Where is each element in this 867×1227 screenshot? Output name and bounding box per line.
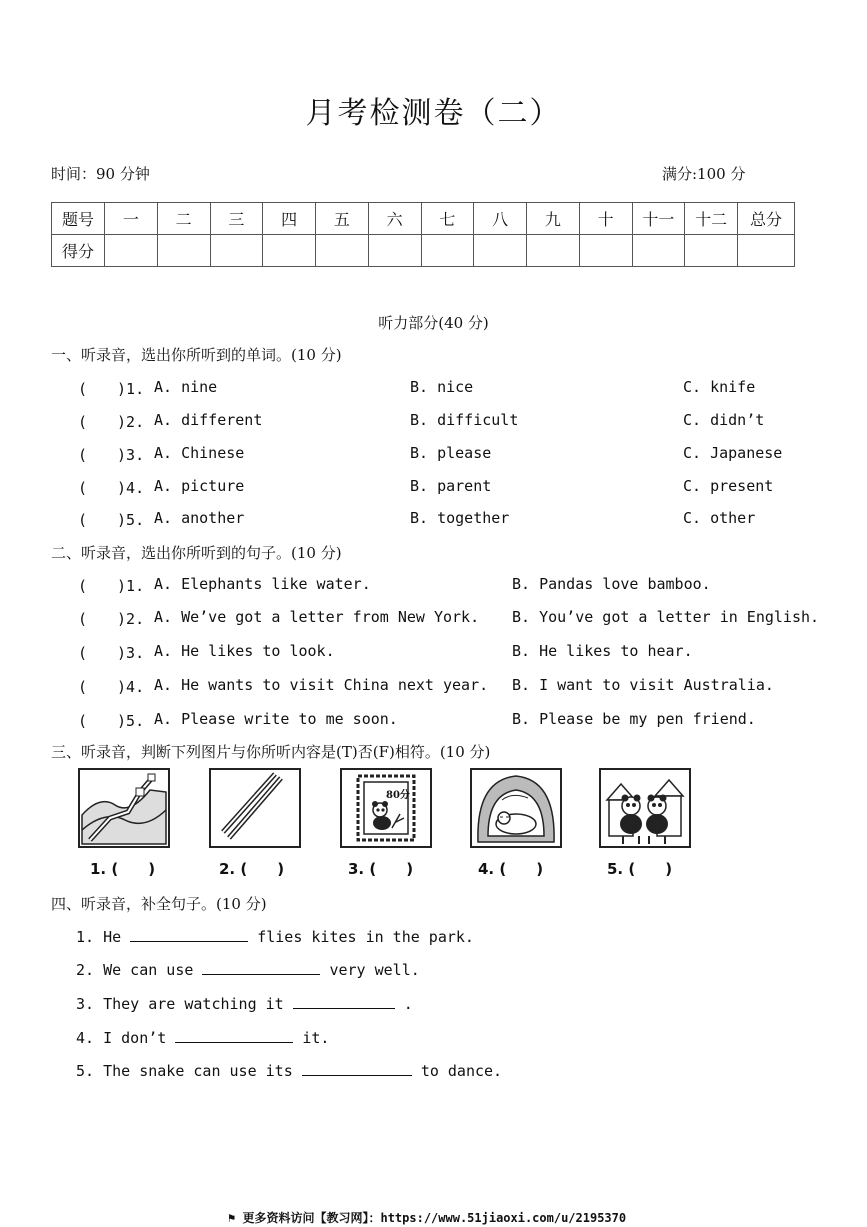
fill-sentence: [76, 927, 474, 946]
part1-item: [0, 509, 867, 533]
option-b[interactable]: B. Please be my pen friend.: [512, 710, 756, 728]
option-c[interactable]: C. knife: [683, 378, 756, 396]
option-b[interactable]: B. difficult: [410, 411, 519, 429]
option-a[interactable]: A. He likes to look.: [154, 642, 335, 660]
great-wall-icon: [78, 768, 170, 848]
picture-label: 1. ( ): [90, 860, 156, 878]
score-table-header-cell: 六: [368, 203, 421, 235]
part1-heading: 一、听录音，选出你所听到的单词。(10 分): [51, 346, 342, 364]
option-b[interactable]: B. I want to visit Australia.: [512, 676, 774, 694]
score-table-header-cell: 一: [105, 203, 158, 235]
full-score: 满分:100 分: [662, 165, 746, 183]
score-table-score-row: [52, 235, 795, 267]
score-table-header-cell: 三: [210, 203, 263, 235]
fill-number: 4.: [76, 1029, 95, 1047]
fill-after: to dance.: [420, 1062, 503, 1080]
score-table-header-cell: 十一: [632, 203, 685, 235]
option-b[interactable]: B. parent: [410, 477, 492, 495]
fill-before: We can use: [103, 961, 194, 979]
item-number: ( )5.: [78, 712, 145, 730]
option-b[interactable]: B. nice: [410, 378, 474, 396]
part3-heading: 三、听录音，判断下列图片与你所听内容是(T)否(F)相符。(10 分): [51, 743, 491, 761]
score-cell[interactable]: [579, 235, 632, 267]
fill-sentence: [76, 994, 413, 1013]
fill-sentence: [76, 1061, 502, 1080]
option-a[interactable]: A. Chinese: [154, 444, 245, 462]
picture-row: [78, 768, 698, 880]
score-cell[interactable]: [474, 235, 527, 267]
option-c[interactable]: C. Japanese: [683, 444, 783, 462]
option-c[interactable]: C. other: [683, 509, 756, 527]
score-cell[interactable]: [316, 235, 369, 267]
score-cell[interactable]: [632, 235, 685, 267]
score-table-header-cell: 十二: [685, 203, 738, 235]
section-title: 听力部分(40 分): [378, 314, 489, 332]
option-a[interactable]: A. another: [154, 509, 245, 527]
fill-before: He: [103, 928, 122, 946]
answer-blank[interactable]: [202, 960, 320, 975]
score-cell[interactable]: [105, 235, 158, 267]
item-number: ( )2.: [78, 413, 145, 431]
score-cell[interactable]: [527, 235, 580, 267]
stamp-price: 80分: [386, 790, 410, 801]
part2-item: [0, 608, 867, 632]
score-table-header-cell: 五: [316, 203, 369, 235]
fill-after: flies kites in the park.: [257, 928, 474, 946]
score-cell[interactable]: [157, 235, 210, 267]
item-number: ( )1.: [78, 577, 145, 595]
fill-number: 3.: [76, 995, 95, 1013]
part2-item: [0, 710, 867, 734]
score-cell[interactable]: [263, 235, 316, 267]
score-cell[interactable]: [210, 235, 263, 267]
picture-label: 4. ( ): [478, 860, 544, 878]
score-table-header-cell: 二: [157, 203, 210, 235]
part1-item: [0, 411, 867, 435]
panda-stamp-icon: [340, 768, 432, 848]
fill-sentence: [76, 1028, 329, 1047]
fill-number: 2.: [76, 961, 95, 979]
score-table-header-row: [52, 203, 795, 235]
answer-blank[interactable]: [130, 927, 248, 942]
part1-item: [0, 477, 867, 501]
item-number: ( )4.: [78, 678, 145, 696]
part2-item: [0, 642, 867, 666]
option-a[interactable]: A. picture: [154, 477, 245, 495]
option-b[interactable]: B. Pandas love bamboo.: [512, 575, 711, 593]
part1-item: [0, 378, 867, 402]
pandas-houses-icon: [599, 768, 691, 848]
chopsticks-icon: [209, 768, 301, 848]
score-table-header-cell: 总分: [738, 203, 795, 235]
page-title: 月考检测卷（二）: [305, 96, 562, 131]
answer-blank[interactable]: [293, 994, 395, 1009]
item-number: ( )3.: [78, 644, 145, 662]
part2-heading: 二、听录音，选出你所听到的句子。(10 分): [51, 544, 342, 562]
picture-label: 5. ( ): [607, 860, 673, 878]
option-a[interactable]: A. He wants to visit China next year.: [154, 676, 489, 694]
option-a[interactable]: A. Please write to me soon.: [154, 710, 398, 728]
fill-after: it.: [302, 1029, 330, 1047]
score-row-label: 得分: [52, 235, 105, 267]
item-number: ( )3.: [78, 446, 145, 464]
fill-number: 5.: [76, 1062, 95, 1080]
score-table-header-cell: 十: [579, 203, 632, 235]
part4-heading: 四、听录音，补全句子。(10 分): [51, 895, 267, 913]
picture-label: 3. ( ): [348, 860, 414, 878]
option-b[interactable]: B. please: [410, 444, 492, 462]
fill-sentence: [76, 960, 420, 979]
item-number: ( )2.: [78, 610, 145, 628]
sleeping-cave-icon: [470, 768, 562, 848]
answer-blank[interactable]: [302, 1061, 412, 1076]
item-number: ( )5.: [78, 511, 145, 529]
option-b[interactable]: B. He likes to hear.: [512, 642, 693, 660]
score-table-header-cell: 题号: [52, 203, 105, 235]
flag-icon: ⚑: [228, 1211, 236, 1225]
score-table-header-cell: 八: [474, 203, 527, 235]
score-cell[interactable]: [368, 235, 421, 267]
fill-after: very well.: [329, 961, 420, 979]
option-c[interactable]: C. present: [683, 477, 774, 495]
part2-item: [0, 676, 867, 700]
footer-link[interactable]: 更多资料访问【教习网】：https://www.51jiaoxi.com/u/2195370: [242, 1211, 627, 1225]
fill-before: I don’t: [103, 1029, 167, 1047]
part1-item: [0, 444, 867, 468]
exam-time: 时间：90 分钟: [51, 165, 150, 183]
part2-item: [0, 575, 867, 599]
score-table-header-cell: 七: [421, 203, 474, 235]
fill-before: The snake can use its: [103, 1062, 293, 1080]
option-a[interactable]: A. nine: [154, 378, 218, 396]
item-number: ( )4.: [78, 479, 145, 497]
option-a[interactable]: A. We’ve got a letter from New York.: [154, 608, 480, 626]
score-table: [51, 202, 795, 267]
score-table-header-cell: 九: [527, 203, 580, 235]
fill-number: 1.: [76, 928, 95, 946]
score-cell[interactable]: [738, 235, 795, 267]
answer-blank[interactable]: [175, 1028, 293, 1043]
footer[interactable]: [228, 1209, 626, 1226]
score-table-header-cell: 四: [263, 203, 316, 235]
option-a[interactable]: A. different: [154, 411, 263, 429]
option-b[interactable]: B. You’ve got a letter in English.: [512, 608, 820, 626]
score-cell[interactable]: [421, 235, 474, 267]
item-number: ( )1.: [78, 380, 145, 398]
picture-label: 2. ( ): [219, 860, 285, 878]
fill-before: They are watching it: [103, 995, 284, 1013]
option-b[interactable]: B. together: [410, 509, 510, 527]
option-c[interactable]: C. didn’t: [683, 411, 765, 429]
option-a[interactable]: A. Elephants like water.: [154, 575, 371, 593]
fill-after: .: [403, 995, 413, 1013]
score-cell[interactable]: [685, 235, 738, 267]
